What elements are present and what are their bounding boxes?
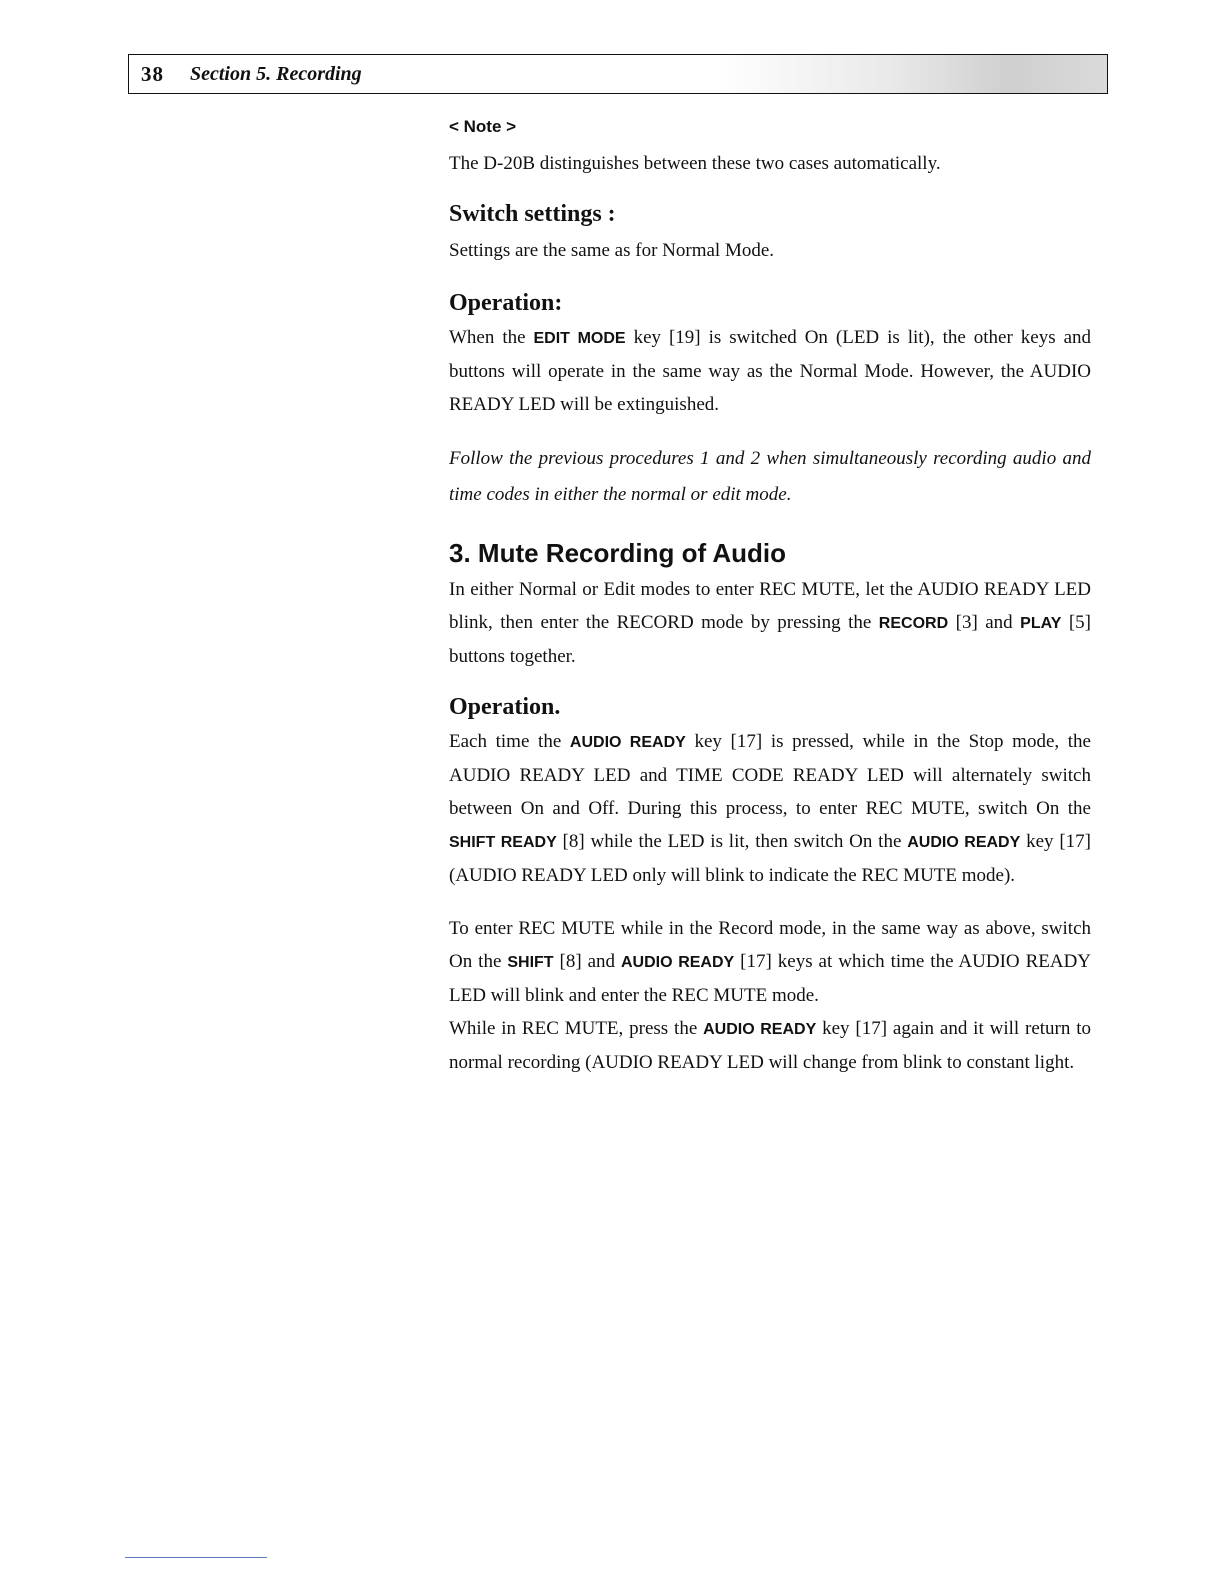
operation-paragraph-4: While in REC MUTE, press the AUDIO READY key [17] again and it will return to normal recording (AUDIO READY LED will change from blink to constant light. (449, 1018, 1092, 1073)
operation-paragraph-2: Each time the AUDIO READY key [17] is pressed, while in the Stop mode, the AUDIO READY LED and TIME CODE READY LED will alternately switch between On and Off. During this process, to enter REC MUTE, switch On the SHIFT READY [8] while the LED is lit, then switch On the AUDIO READY key [17] (AUDIO READY LED only will blink to indicate the REC MUTE mode). (449, 731, 1091, 886)
key-audio-ready: AUDIO READY (569, 734, 686, 751)
switch-settings-heading: Switch settings : (449, 201, 616, 227)
operation-paragraph: When the EDIT MODE key [19] is switched On (LED is lit), the other keys and buttons will operate in the same way as the Normal Mode. However, the AUDIO READY LED will be extinguished. (449, 327, 1092, 415)
footer-line (125, 1557, 267, 1558)
page-content (449, 117, 1091, 1079)
operation-heading: Operation: (449, 290, 563, 316)
operation-heading-2: Operation. (449, 694, 561, 720)
operation-paragraph-3: To enter REC MUTE while in the Record mode, in the same way as above, switch On the SHIFT [8] and AUDIO READY [17] keys at which time the AUDIO READY LED will blink and enter the REC MUTE mode. (449, 918, 1092, 1006)
switch-settings-text: Settings are the same as for Normal Mode. (449, 240, 775, 261)
key-shift-ready: SHIFT READY (449, 834, 557, 851)
page-header (128, 54, 1108, 94)
key-audio-ready: AUDIO READY (907, 834, 1021, 851)
note-text: The D-20B distinguishes between these two cases automatically. (449, 153, 941, 174)
italic-note: Follow the previous procedures 1 and 2 when simultaneously recording audio and time codes in either the normal or edit mode. (449, 448, 1091, 505)
page-number: 38 (141, 61, 164, 86)
section-heading-mute-recording: 3. Mute Recording of Audio (449, 538, 787, 568)
note-heading: < Note > (449, 117, 517, 136)
key-shift: SHIFT (507, 954, 554, 971)
section-title: Section 5. Recording (190, 62, 362, 85)
key-edit-mode: EDIT MODE (533, 330, 626, 347)
key-audio-ready: AUDIO READY (621, 954, 735, 971)
key-play: PLAY (1020, 615, 1062, 632)
key-audio-ready: AUDIO READY (703, 1021, 817, 1038)
key-record: RECORD (878, 615, 949, 632)
mute-recording-paragraph: In either Normal or Edit modes to enter REC MUTE, let the AUDIO READY LED blink, then enter the RECORD mode by pressing the RECORD [3] and PLAY [5] buttons together. (449, 579, 1091, 667)
